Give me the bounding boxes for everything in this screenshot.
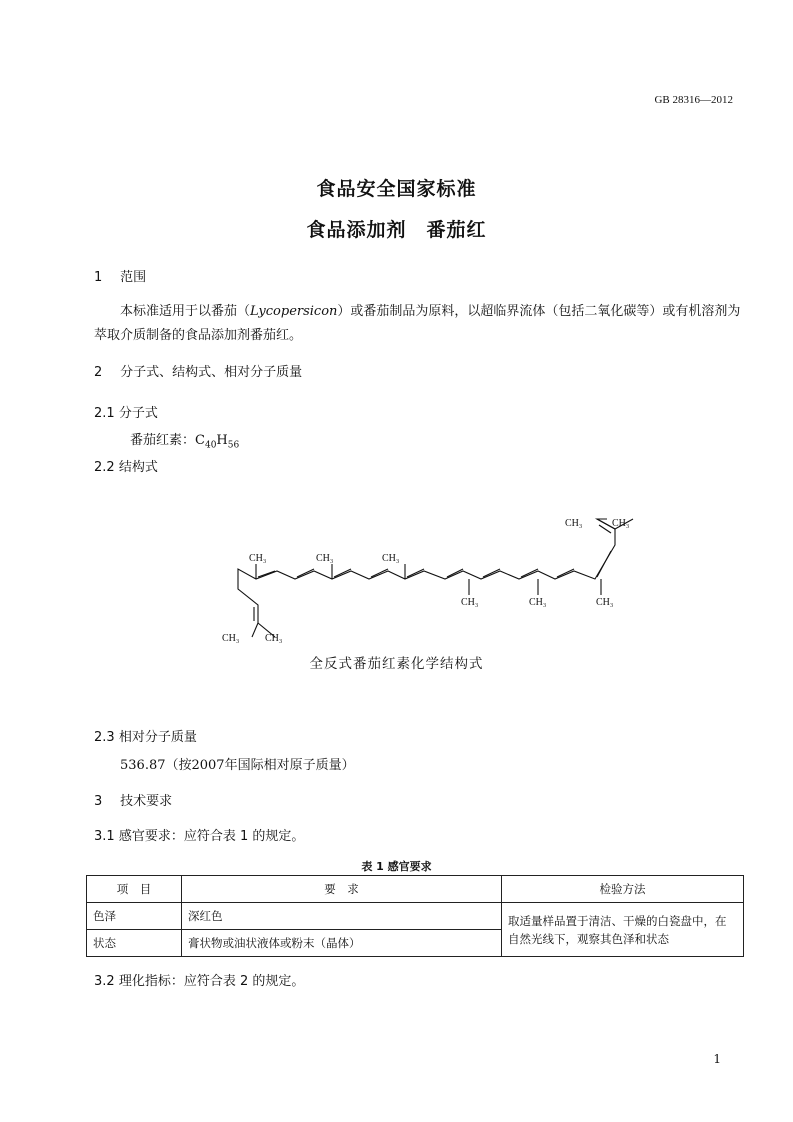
methyl-label: CH₃: [596, 597, 614, 608]
section-number: 2.2: [94, 460, 115, 475]
table-1-sensory: [86, 875, 744, 957]
table-header-row: [87, 876, 744, 903]
table-cell-item: 状态: [87, 930, 182, 957]
section-title: 理化指标：应符合表 2 的规定。: [118, 974, 305, 989]
section-1-heading: [94, 266, 146, 285]
scope-text-a: 本标准适用于以番茄（: [120, 304, 251, 319]
section-2-3-heading: [94, 726, 197, 745]
standard-code: GB 28316—2012: [654, 94, 733, 106]
table-cell-requirement: 膏状物或油状液体或粉末（晶体）: [182, 930, 502, 957]
methyl-label: CH₃: [612, 518, 630, 529]
scope-latin-name: Lycopersicon: [250, 304, 338, 319]
lycopene-structure: [205, 505, 645, 650]
methyl-label: CH₃: [565, 518, 583, 529]
table-cell-item: 色泽: [87, 903, 182, 930]
methyl-label: CH₃: [529, 597, 547, 608]
structure-bonds: [238, 519, 633, 637]
methyl-label: CH₃: [461, 597, 479, 608]
methyl-label: CH₃: [249, 553, 267, 564]
formula-c: C: [195, 433, 205, 448]
section-title: 范围: [120, 270, 147, 285]
page-number: 1: [713, 1052, 721, 1066]
table-cell-requirement: 深红色: [182, 903, 502, 930]
doc-title-main: 食品安全国家标准: [316, 178, 477, 200]
formula-label: 番茄红素：: [130, 433, 196, 448]
table-header-method: 检验方法: [502, 876, 744, 903]
section-number: 2.3: [94, 730, 115, 745]
section-2-2-heading: [94, 456, 158, 475]
table-row: [87, 903, 744, 930]
section-title: 技术要求: [120, 794, 173, 809]
formula-h-count: 56: [227, 440, 240, 451]
doc-title-sub: 食品添加剂 番茄红: [306, 219, 487, 241]
section-3-1-heading: [94, 825, 304, 844]
section-title: 分子式: [118, 406, 158, 421]
scope-text-b: ）或番茄制品为原料，以超临界流体（包括二氧化碳等）或有机溶剂为萃取介质制备的食品添加剂番茄红。: [94, 304, 741, 343]
scope-paragraph: [94, 300, 744, 348]
section-number: 2.1: [94, 406, 115, 421]
table-cell-method: 取适量样品置于清洁、干燥的白瓷盘中，在自然光线下，观察其色泽和状态: [502, 903, 744, 957]
section-3-2-heading: [94, 970, 304, 989]
section-number: 2: [94, 365, 103, 380]
methyl-label: CH₃: [222, 633, 240, 644]
methyl-label: CH₃: [382, 553, 400, 564]
molecular-formula: [130, 429, 239, 451]
formula-c-count: 40: [204, 440, 217, 451]
section-3-heading: [94, 790, 172, 809]
table-header-item: 项 目: [87, 876, 182, 903]
structure-caption: 全反式番茄红素化学结构式: [309, 656, 484, 672]
table-1-caption: 表 1 感官要求: [361, 860, 432, 873]
section-number: 1: [94, 270, 103, 285]
section-title: 感官要求：应符合表 1 的规定。: [118, 829, 305, 844]
section-title: 结构式: [118, 460, 158, 475]
methyl-label: CH₃: [265, 633, 283, 644]
section-number: 3.2: [94, 974, 115, 989]
section-number: 3.1: [94, 829, 115, 844]
formula-h: H: [216, 433, 228, 448]
molecular-mass: 536.87（按2007年国际相对原子质量）: [120, 758, 355, 773]
section-title: 分子式、结构式、相对分子质量: [120, 365, 303, 380]
table-header-requirement: 要 求: [182, 876, 502, 903]
section-number: 3: [94, 794, 103, 809]
section-title: 相对分子质量: [118, 730, 197, 745]
methyl-label: CH₃: [316, 553, 334, 564]
section-2-1-heading: [94, 402, 158, 421]
section-2-heading: [94, 361, 302, 380]
